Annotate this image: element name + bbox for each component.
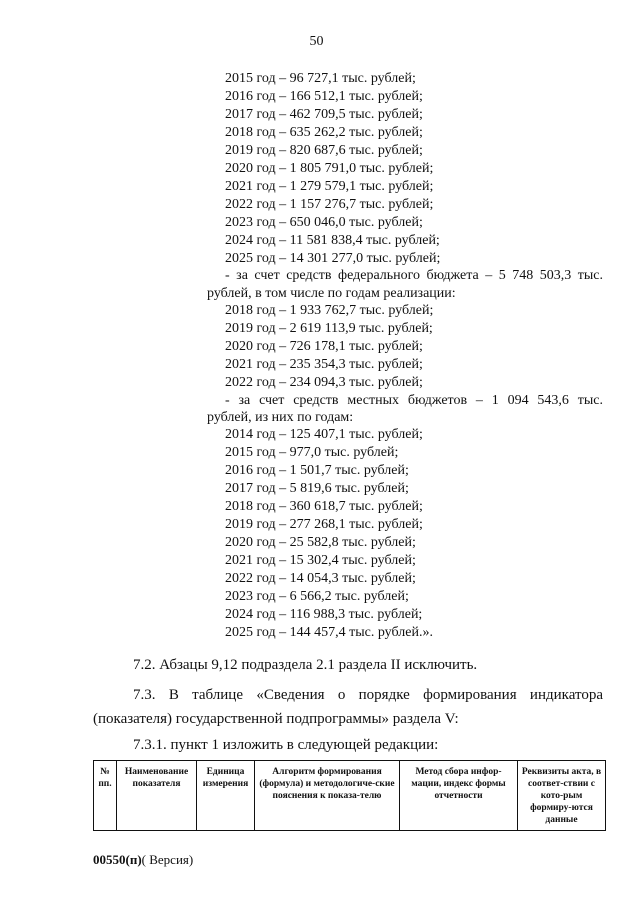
header-indicator-name: Наименование показателя — [117, 761, 197, 831]
local-year-line: 2019 год – 277 268,1 тыс. рублей; — [225, 517, 423, 532]
federal-year-line: 2022 год – 234 094,3 тыс. рублей; — [225, 375, 423, 390]
page-number: 50 — [309, 34, 324, 49]
federal-year-line: 2018 год – 1 933 762,7 тыс. рублей; — [225, 303, 434, 318]
budget-year-line: 2020 год – 1 805 791,0 тыс. рублей; — [225, 161, 434, 176]
local-year-line: 2014 год – 125 407,1 тыс. рублей; — [225, 427, 423, 442]
budget-year-line: 2015 год – 96 727,1 тыс. рублей; — [225, 71, 416, 86]
budget-year-line: 2022 год – 1 157 276,7 тыс. рублей; — [225, 197, 434, 212]
paragraph-7-3-1: 7.3.1. пункт 1 изложить в следующей редакции: — [133, 737, 439, 753]
document-footer — [93, 852, 193, 868]
local-year-line: 2020 год – 25 582,8 тыс. рублей; — [225, 535, 416, 550]
budget-year-line: 2025 год – 14 301 277,0 тыс. рублей; — [225, 251, 441, 266]
local-year-line: 2025 год – 144 457,4 тыс. рублей.». — [225, 625, 433, 640]
header-algorithm: Алгоритм формирования (формула) и методологиче-ские пояснения к показа-телю — [255, 761, 400, 831]
header-act-details: Реквизиты акта, в соответ-ствии с кото-рым формиру-ются данные — [518, 761, 606, 831]
local-year-line: 2017 год – 5 819,6 тыс. рублей; — [225, 481, 409, 496]
paragraph-7-3: 7.3. В таблице «Сведения о порядке формирования индикатора — [133, 687, 603, 703]
footer-code: 00550(п) — [93, 852, 142, 867]
indicator-spec-table — [93, 760, 606, 831]
local-budget-intro: - за счет средств местных бюджетов – 1 094 543,6 тыс. — [225, 393, 603, 408]
budget-year-line: 2017 год – 462 709,5 тыс. рублей; — [225, 107, 423, 122]
federal-year-line: 2020 год – 726 178,1 тыс. рублей; — [225, 339, 423, 354]
local-year-line: 2021 год – 15 302,4 тыс. рублей; — [225, 553, 416, 568]
local-budget-intro-cont: рублей, из них по годам: — [207, 410, 354, 425]
federal-budget-intro-cont: рублей, в том числе по годам реализации: — [207, 286, 456, 301]
budget-year-line: 2018 год – 635 262,2 тыс. рублей; — [225, 125, 423, 140]
header-number: № пп. — [94, 761, 117, 831]
header-collection-method: Метод сбора инфор-мации, индекс формы отчетности — [400, 761, 518, 831]
federal-year-line: 2019 год – 2 619 113,9 тыс. рублей; — [225, 321, 433, 336]
table-header-row — [94, 761, 606, 831]
paragraph-7-3-cont: (показателя) государственной подпрограммы» раздела V: — [93, 711, 459, 727]
footer-version: ( Версия) — [141, 852, 194, 867]
local-year-line: 2015 год – 977,0 тыс. рублей; — [225, 445, 399, 460]
header-unit: Единица измерения — [197, 761, 255, 831]
federal-budget-intro: - за счет средств федерального бюджета – 5 748 503,3 тыс. — [225, 268, 603, 283]
budget-year-line: 2024 год – 11 581 838,4 тыс. рублей; — [225, 233, 440, 248]
local-year-line: 2016 год – 1 501,7 тыс. рублей; — [225, 463, 409, 478]
local-year-line: 2024 год – 116 988,3 тыс. рублей; — [225, 607, 423, 622]
federal-year-line: 2021 год – 235 354,3 тыс. рублей; — [225, 357, 423, 372]
local-year-line: 2018 год – 360 618,7 тыс. рублей; — [225, 499, 423, 514]
budget-year-line: 2016 год – 166 512,1 тыс. рублей; — [225, 89, 423, 104]
budget-year-line: 2019 год – 820 687,6 тыс. рублей; — [225, 143, 423, 158]
local-year-line: 2023 год – 6 566,2 тыс. рублей; — [225, 589, 409, 604]
paragraph-7-2: 7.2. Абзацы 9,12 подраздела 2.1 раздела II исключить. — [133, 657, 478, 673]
budget-year-line: 2021 год – 1 279 579,1 тыс. рублей; — [225, 179, 434, 194]
budget-year-line: 2023 год – 650 046,0 тыс. рублей; — [225, 215, 423, 230]
local-year-line: 2022 год – 14 054,3 тыс. рублей; — [225, 571, 416, 586]
